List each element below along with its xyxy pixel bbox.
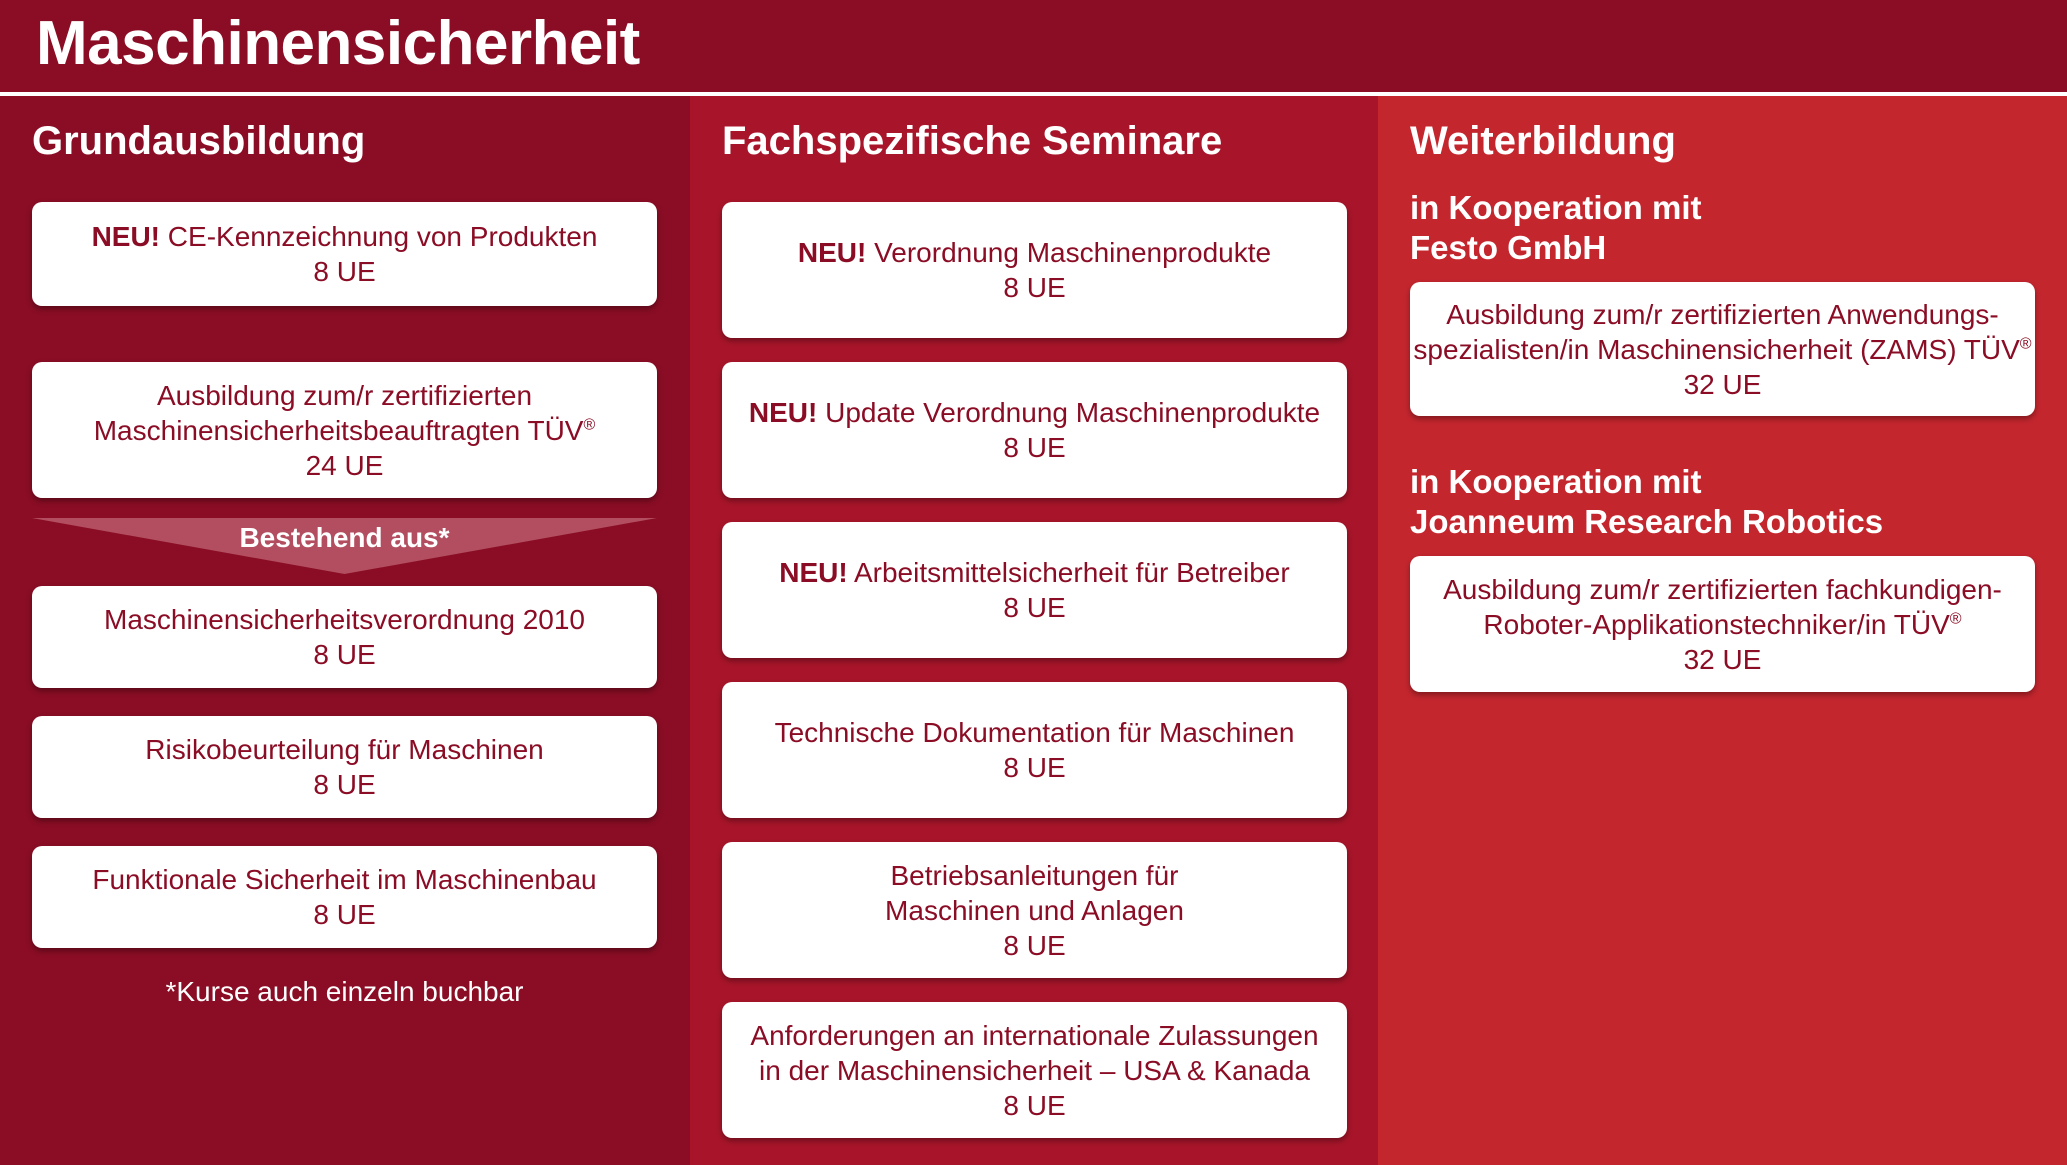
course-card-arbeitsmittelsicherheit[interactable] <box>722 522 1347 658</box>
course-title-line: NEU! Arbeitsmittelsicherheit für Betreiber <box>779 557 1290 588</box>
course-title-line: NEU! Verordnung Maschinenprodukte <box>797 237 1272 268</box>
course-duration: 8 UE <box>1003 272 1066 303</box>
course-card-technische-dokumentation[interactable] <box>722 682 1347 818</box>
column-weiterbildung <box>1378 96 2067 1165</box>
course-duration: 32 UE <box>1683 368 1762 400</box>
course-title-line: Risikobeurteilung für Maschinen <box>145 734 544 765</box>
course-card-ce-kennzeichnung[interactable] <box>32 202 657 306</box>
course-card-verordnung-maschinenprodukte[interactable] <box>722 202 1347 338</box>
partner-festo-heading: in Kooperation mit Festo GmbH <box>1410 189 1702 266</box>
course-duration: 24 UE <box>305 449 384 481</box>
course-title-line: Betriebsanleitungen für <box>890 859 1179 891</box>
new-badge: NEU! <box>797 237 867 268</box>
course-card-maschinensicherheitsverordnung[interactable] <box>32 586 657 688</box>
course-card-maschinensicherheitsbeauftragter[interactable] <box>32 362 657 498</box>
course-duration: 32 UE <box>1683 643 1762 675</box>
course-title-line: Maschinensicherheitsbeauftragten TÜV® <box>93 414 596 446</box>
course-title-line: spezialisten/in Maschinensicherheit (ZAMS) TÜV® <box>1413 333 2032 365</box>
new-badge: NEU! <box>91 221 161 252</box>
course-card-betriebsanleitungen[interactable] <box>722 842 1347 978</box>
course-title-line: Maschinen und Anlagen <box>885 894 1184 926</box>
course-duration: 8 UE <box>1003 929 1066 961</box>
course-card-roboter-applikationstechniker[interactable] <box>1410 556 2035 692</box>
course-duration: 8 UE <box>313 899 376 930</box>
course-duration: 8 UE <box>313 256 376 287</box>
registered-mark: ® <box>1949 610 1962 628</box>
course-title-line: NEU! CE-Kennzeichnung von Produkten <box>91 221 598 252</box>
course-title-line: Funktionale Sicherheit im Maschinenbau <box>92 864 597 895</box>
arrow-label: Bestehend aus* <box>239 522 450 553</box>
course-duration: 8 UE <box>1003 1089 1066 1121</box>
course-title-line: Technische Dokumentation für Maschinen <box>774 717 1295 748</box>
column-fachspezifische-seminare <box>690 96 1378 1165</box>
course-title-line: in der Maschinensicherheit – USA & Kanada <box>759 1054 1310 1086</box>
course-card-zams[interactable] <box>1410 282 2035 416</box>
course-title-line: Roboter-Applikationstechniker/in TÜV® <box>1483 608 1962 640</box>
course-title-line: Anforderungen an internationale Zulassungen <box>750 1019 1319 1051</box>
course-title-line: NEU! Update Verordnung Maschinenprodukte <box>748 397 1321 428</box>
partner-joanneum-heading: in Kooperation mit Joanneum Research Robotics <box>1410 463 1884 540</box>
course-title-line: Maschinensicherheitsverordnung 2010 <box>104 604 585 635</box>
course-duration: 8 UE <box>1003 432 1066 463</box>
registered-mark: ® <box>2019 335 2032 353</box>
footnote: *Kurse auch einzeln buchbar <box>165 976 524 1007</box>
consists-of-arrow <box>32 518 657 578</box>
column-title: Grundausbildung <box>32 119 366 163</box>
course-title-line: Ausbildung zum/r zertifizierten fachkundigen- <box>1443 573 2002 605</box>
course-card-internationale-zulassungen[interactable] <box>722 1002 1347 1138</box>
course-duration: 8 UE <box>1003 592 1066 623</box>
course-card-risikobeurteilung[interactable] <box>32 716 657 818</box>
page-title: Maschinensicherheit <box>36 9 640 78</box>
column-title: Fachspezifische Seminare <box>722 119 1223 163</box>
course-duration: 8 UE <box>313 639 376 670</box>
column-title: Weiterbildung <box>1410 119 1676 163</box>
course-title-line: Ausbildung zum/r zertifizierten <box>156 379 533 411</box>
column-grundausbildung <box>0 96 690 1165</box>
course-card-update-verordnung[interactable] <box>722 362 1347 498</box>
course-card-funktionale-sicherheit[interactable] <box>32 846 657 948</box>
course-title-line: Ausbildung zum/r zertifizierten Anwendungs- <box>1446 298 1999 330</box>
new-badge: NEU! <box>779 557 848 588</box>
header-bar <box>0 0 2067 93</box>
course-duration: 8 UE <box>313 769 376 800</box>
registered-mark: ® <box>583 416 596 434</box>
new-badge: NEU! <box>748 397 818 428</box>
course-duration: 8 UE <box>1003 752 1066 783</box>
